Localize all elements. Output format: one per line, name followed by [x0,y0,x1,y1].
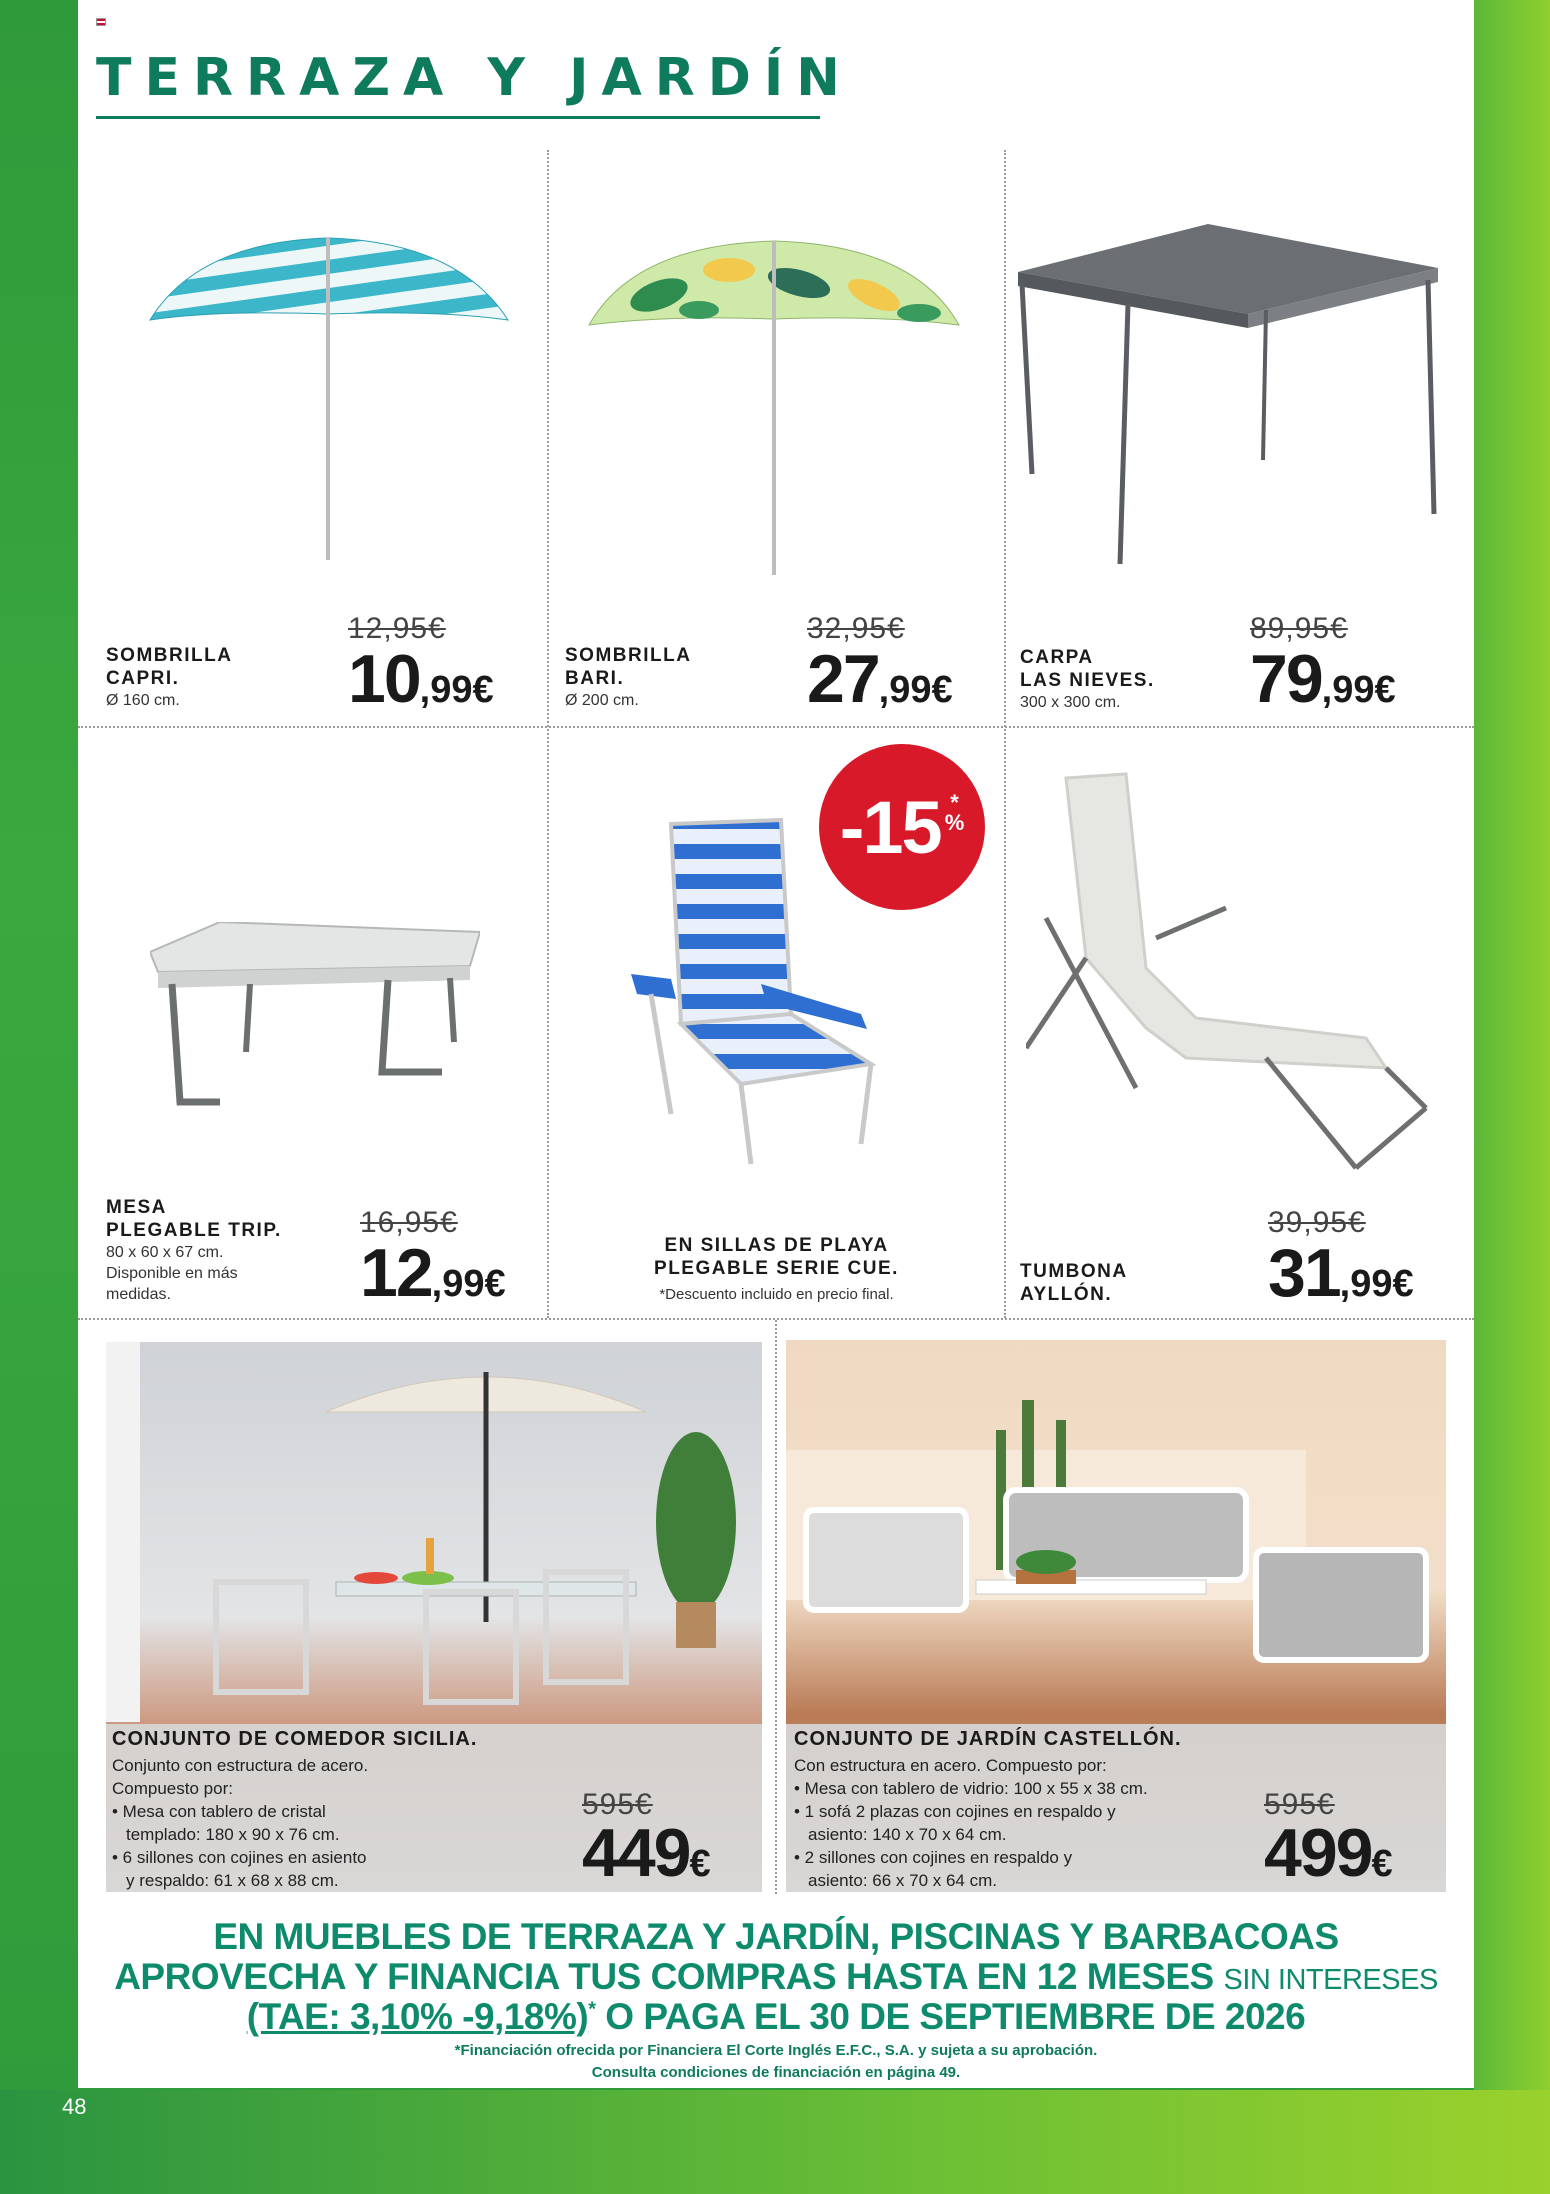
product-desc: 80 x 60 x 67 cm. Disponible en más medidas. [106,1244,238,1303]
old-price: 89,95€ [1250,612,1348,645]
old-price: 32,95€ [807,612,905,645]
folding-table-image [150,922,480,1112]
old-price: 12,95€ [348,612,446,645]
set-title: CONJUNTO DE COMEDOR SICILIA. [112,1728,478,1750]
product-card-mesa-plegable-trip[interactable] [78,728,547,1318]
price: 10,99€ [348,641,494,717]
striped-umbrella-image [138,230,518,570]
product-name: MESA PLEGABLE TRIP. [106,1197,282,1241]
garden-set-image [786,1340,1446,1720]
old-price: 16,95€ [360,1206,458,1239]
promo-line-2: APROVECHA Y FINANCIA TUS COMPRAS HASTA EN 12 MESES SIN INTERESES [114,1956,1438,1997]
gazebo-image [1018,224,1448,574]
price: 12,99€ [360,1235,506,1311]
product-card-sombrilla-bari[interactable] [549,150,1004,726]
price: 499€ [1264,1815,1393,1891]
product-name: SOMBRILLA BARI. [565,645,692,689]
set-card-jardin-castellon[interactable] [786,1340,1446,1892]
product-name: SOMBRILLA CAPRI. [106,645,233,689]
background-right-strip [1474,0,1550,2090]
dining-set-image [106,1342,762,1722]
product-note: *Descuento incluido en precio final. [659,1286,894,1303]
financing-conditions-note: Consulta condiciones de financiación en página 49. [591,2064,961,2081]
financing-fine-print: *Financiación ofrecida por Financiera El Corte Inglés E.F.C., S.A. y sujeta a su aprobación. [454,2042,1098,2059]
old-price: 39,95€ [1268,1206,1366,1239]
old-price: 595€ [582,1788,653,1821]
tropical-umbrella-image [579,235,969,585]
page-title: TERRAZA Y JARDÍN [96,48,820,119]
promo-line-1: EN MUEBLES DE TERRAZA Y JARDÍN, PISCINAS Y BARBACOAS [213,1916,1339,1957]
page-number: 48 [62,2094,87,2119]
promo-line-3: (TAE: 3,10% -9,18%)* O PAGA EL 30 DE SEPTIEMBRE DE 2026 [246,1996,1306,2037]
product-desc: Ø 160 cm. [106,692,180,709]
product-desc: 300 x 300 cm. [1020,694,1121,711]
set-desc: Conjunto con estructura de acero. Compuesto por: • Mesa con tablero de cristal templado: 180 x 90 x 76 cm. • 6 sillones con cojines en asiento y respaldo: 61 x 68 x 88 cm. [112,1756,369,1890]
grid-divider [775,1320,777,1894]
product-name: CARPA LAS NIEVES. [1020,647,1155,691]
product-name: EN SILLAS DE PLAYA PLEGABLE SERIE CUE. [654,1235,899,1279]
catalog-page [78,0,1474,2088]
sun-lounger-image [1026,768,1446,1208]
set-card-comedor-sicilia[interactable] [106,1342,762,1892]
product-card-sillas-playa-cue[interactable] [549,728,1004,1318]
old-price: 595€ [1264,1788,1335,1821]
product-card-carpa-las-nieves[interactable] [1006,150,1474,726]
price: 27,99€ [807,641,953,717]
product-card-sombrilla-capri[interactable] [78,150,547,726]
set-desc: Con estructura en acero. Compuesto por: • Mesa con tablero de vidrio: 100 x 55 x 38 cm. • 1 sofá 2 plazas con cojines en respaldo y asiento: 140 x 70 x 64 cm. • 2 sillones con cojines en respaldo y asiento: 66 x 70 x 64 cm. [794,1756,1148,1890]
price: 79,99€ [1250,641,1396,717]
financing-tae-link[interactable]: (TAE: 3,10% -9,18%) [246,1996,589,2037]
price: 449€ [582,1815,711,1891]
price: 31,99€ [1268,1235,1414,1311]
discount-badge: -15 * % [819,744,985,910]
spain-flag-icon [96,18,106,26]
product-name: TUMBONA AYLLÓN. [1020,1261,1128,1305]
product-desc: Ø 200 cm. [565,692,639,709]
background-bottom-strip [0,2090,1550,2194]
product-card-tumbona-ayllon[interactable] [1006,728,1474,1318]
set-title: CONJUNTO DE JARDÍN CASTELLÓN. [794,1728,1182,1750]
